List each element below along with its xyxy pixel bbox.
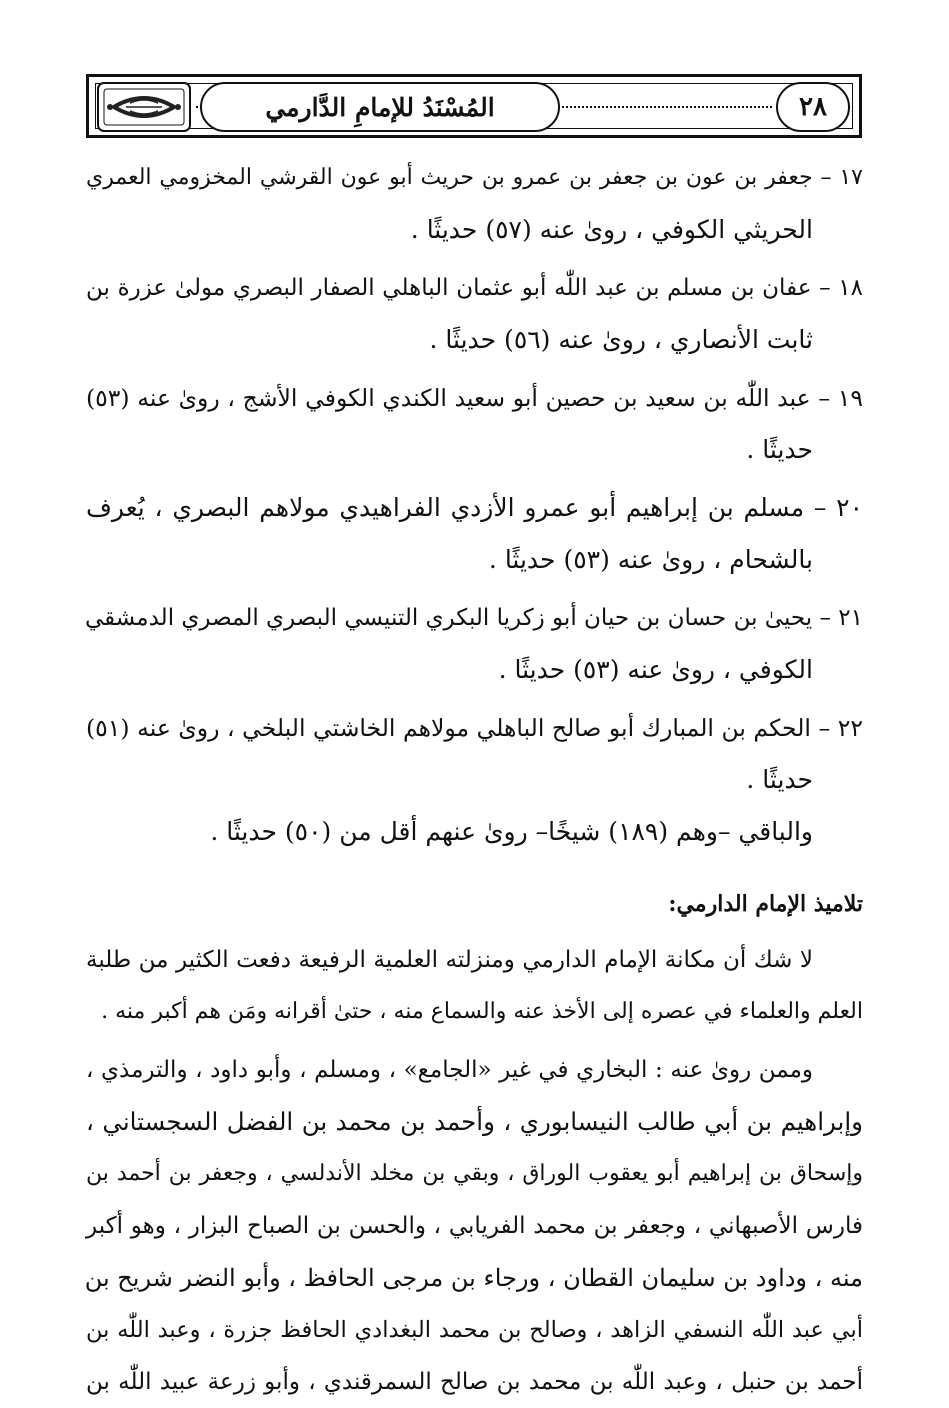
paragraph-2-line-2: وإبراهيم بن أبي طالب النيسابوري ، وأحمد بن محمد بن الفضل السجستاني ، xyxy=(86,1107,863,1136)
paragraph-1-line-2: العلم والعلماء في عصره إلى الأخذ عنه والسماع منه ، حتىٰ أقرانه ومَن هم أكبر منه . xyxy=(101,999,863,1024)
paragraph-2-line-6: أبي عبد اللّٰه النسفي الزاهد ، وصالح بن محمد البغدادي الحافظ جزرة ، وعبد اللّٰه بن xyxy=(86,1317,863,1343)
header-dotted-rule-right xyxy=(562,106,772,108)
remainder-note: والباقي –وهم (١٨٩) شيخًا– روىٰ عنهم أقل من (٥٠) حديثًا . xyxy=(210,817,813,846)
entry-18-line-1: ١٨ – عفان بن مسلم بن عبد اللّٰه أبو عثمان الباهلي الصفار البصري مولىٰ عزرة بن xyxy=(86,275,863,301)
paragraph-2-line-1: وممن روىٰ عنه : البخاري في غير «الجامع» ، ومسلم ، وأبو داود ، والترمذي ، xyxy=(86,1057,813,1083)
series-logo-icon xyxy=(96,81,192,133)
entry-20-line-1: ٢٠ – مسلم بن إبراهيم أبو عمرو الأزدي الفراهيدي مولاهم البصري ، يُعرف xyxy=(86,493,863,522)
paragraph-2-line-5: منه ، وداود بن سليمان القطان ، ورجاء بن مرجى الحافظ ، وأبو النضر شريح بن xyxy=(84,1264,863,1292)
book-title-frame xyxy=(200,82,560,132)
entry-18-line-2: ثابت الأنصاري ، روىٰ عنه (٥٦) حديثًا . xyxy=(429,325,813,354)
entry-19-line-2: حديثًا . xyxy=(746,435,813,464)
page-number-frame xyxy=(776,82,850,132)
book-title: المُسْنَدُ للإمامِ الدَّارمي xyxy=(265,92,495,122)
entry-17-line-2: الحريثي الكوفي ، روىٰ عنه (٥٧) حديثًا . xyxy=(410,215,813,244)
page-body xyxy=(86,152,863,1408)
entry-22-line-1: ٢٢ – الحكم بن المبارك أبو صالح الباهلي مولاهم الخاشتي البلخي ، روىٰ عنه (٥١) xyxy=(86,714,863,742)
entry-21-line-2: الكوفي ، روىٰ عنه (٥٣) حديثًا . xyxy=(498,655,813,684)
entry-21-line-1: ٢١ – يحيىٰ بن حسان بن حيان أبو زكريا البكري التنيسي البصري المصري الدمشقي xyxy=(84,605,863,631)
section-heading: تلاميذ الإمام الدارمي: xyxy=(668,891,863,917)
paragraph-2-line-4: فارس الأصبهاني ، وجعفر بن محمد الفريابي ، والحسن بن الصباح البزار ، وهو أكبر xyxy=(86,1213,863,1239)
entry-19-line-1: ١٩ – عبد اللّٰه بن سعيد بن حصين أبو سعيد الكندي الكوفي الأشج ، روىٰ عنه (٥٣) xyxy=(86,384,863,412)
paragraph-1-line-1: لا شك أن مكانة الإمام الدارمي ومنزلته العلمية الرفيعة دفعت الكثير من طلبة xyxy=(86,947,813,973)
paragraph-2-line-3: وإسحاق بن إبراهيم أبو يعقوب الوراق ، وبقي بن مخلد الأندلسي ، وجعفر بن أحمد بن xyxy=(86,1161,863,1186)
entry-20-line-2: بالشحام ، روىٰ عنه (٥٣) حديثًا . xyxy=(488,545,813,574)
entry-17-line-1: ١٧ – جعفر بن عون بن جعفر بن عمرو بن حريث أبو عون القرشي المخزومي العمري xyxy=(86,165,863,190)
paragraph-2-line-7: أحمد بن حنبل ، وعبد اللّٰه بن محمد بن صالح السمرقندي ، وأبو زرعة عبيد اللّٰه بن xyxy=(86,1369,863,1395)
entry-22-line-2: حديثًا . xyxy=(746,765,813,794)
page-number: ٢٨ xyxy=(799,92,827,122)
